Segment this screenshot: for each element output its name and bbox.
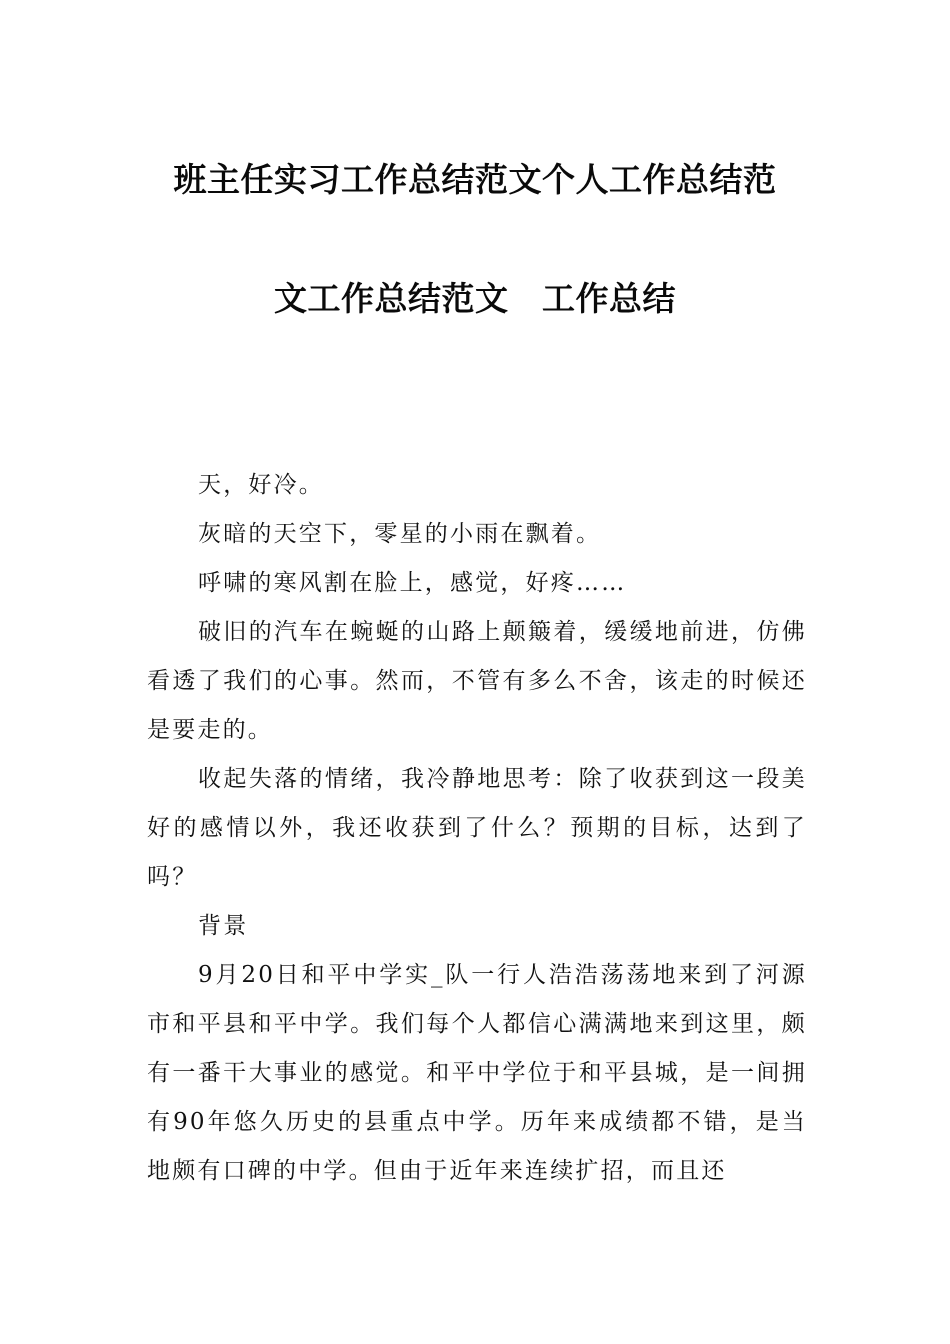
paragraph: 9月20日和平中学实_队一行人浩浩荡荡地来到了河源市和平县和平中学。我们每个人都信心满满地来到这里，颇有一番干大事业的感觉。和平中学位于和平县城，是一间拥有90年悠久历史的县重点中学。历年来成绩都不错，是当地颇有口碑的中学。但由于近年来连续扩招，而且还 bbox=[147, 962, 807, 1184]
document-title-line-2: 文工作总结范文 工作总结 bbox=[274, 279, 676, 318]
paragraph: 天，好冷。 bbox=[198, 472, 324, 498]
paragraph: 破旧的汽车在蜿蜒的山路上颠簸着，缓缓地前进，仿佛看透了我们的心事。然而，不管有多么不舍，该走的时候还是要走的。 bbox=[147, 619, 807, 743]
document-body bbox=[147, 461, 807, 1196]
paragraph: 呼啸的寒风割在脸上，感觉，好疼…… bbox=[198, 570, 627, 596]
paragraph: 收起失落的情绪，我冷静地思考：除了收获到这一段美好的感情以外，我还收获到了什么？预期的目标，达到了吗？ bbox=[147, 766, 807, 890]
document-title-line-1: 班主任实习工作总结范文个人工作总结范 bbox=[173, 160, 777, 199]
paragraph: 灰暗的天空下，零星的小雨在飘着。 bbox=[198, 521, 602, 547]
section-heading: 背景 bbox=[198, 913, 249, 939]
